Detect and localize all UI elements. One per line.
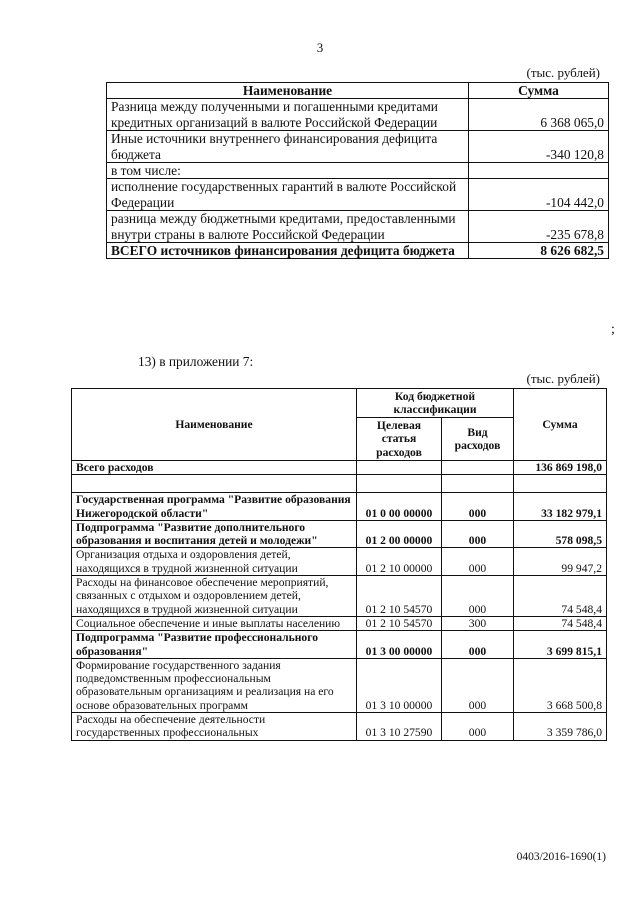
row-amount: 8 626 682,5	[469, 243, 609, 259]
header-code-group: Код бюджетной классификации	[357, 389, 514, 418]
row-amount: 3 359 786,0	[514, 713, 607, 741]
row-amount: -104 442,0	[469, 179, 609, 211]
row-type: 000	[442, 631, 514, 659]
header-amount: Сумма	[514, 389, 607, 461]
row-target	[357, 461, 442, 475]
expenses-table	[71, 388, 607, 741]
row-amount: 74 548,4	[514, 616, 607, 630]
row-amount	[514, 475, 607, 493]
row-name: Формирование государственного задания подведомственным профессиональным образовательным организациям и реализация на его основе образовательных программ	[72, 658, 357, 712]
row-name: ВСЕГО источников финансирования дефицита бюджета	[107, 243, 469, 259]
row-name: Разница между полученными и погашенными кредитами кредитных организаций в валюте Российской Федерации	[107, 99, 469, 131]
row-target: 01 2 10 00000	[357, 548, 442, 576]
row-amount: 74 548,4	[514, 576, 607, 617]
row-target: 01 2 10 54570	[357, 576, 442, 617]
header-amount: Сумма	[469, 83, 609, 99]
table1-unit: (тыс. рублей)	[526, 65, 600, 80]
row-amount: -235 678,8	[469, 211, 609, 243]
table-row	[72, 713, 607, 741]
sources-table	[106, 82, 609, 259]
row-target: 01 3 10 27590	[357, 713, 442, 741]
row-type: 000	[442, 548, 514, 576]
row-name: Расходы на обеспечение деятельности государственных профессиональных	[72, 713, 357, 741]
row-name: Организация отдыха и оздоровления детей, находящихся в трудной жизненной ситуации	[72, 548, 357, 576]
table-row-empty	[72, 475, 607, 493]
row-target: 01 0 00 00000	[357, 493, 442, 521]
table-row	[107, 131, 609, 163]
row-amount: 3 668 500,8	[514, 658, 607, 712]
row-name: Подпрограмма "Развитие дополнительного образования и воспитания детей и молодежи"	[72, 520, 357, 548]
table-row-total	[107, 243, 609, 259]
page-number: 3	[316, 40, 324, 55]
document-code: 0403/2016-1690(1)	[516, 851, 606, 863]
row-name: разница между бюджетными кредитами, предоставленными внутри страны в валюте Российской Федерации	[107, 211, 469, 243]
table-row	[107, 163, 609, 179]
item-13-heading: 13) в приложении 7:	[138, 354, 254, 369]
row-amount: -340 120,8	[469, 131, 609, 163]
row-amount: 99 947,2	[514, 548, 607, 576]
row-type: 300	[442, 616, 514, 630]
row-target	[357, 475, 442, 493]
row-type: 000	[442, 520, 514, 548]
table-row	[72, 461, 607, 475]
row-name: Иные источники внутреннего финансирования дефицита бюджета	[107, 131, 469, 163]
table2-unit: (тыс. рублей)	[526, 371, 600, 386]
table-row	[72, 493, 607, 521]
header-type: Вид расходов	[442, 418, 514, 461]
row-amount: 136 869 198,0	[514, 461, 607, 475]
row-name: Государственная программа "Развитие образования Нижегородской области"	[72, 493, 357, 521]
table-row	[107, 179, 609, 211]
table-row	[107, 99, 609, 131]
row-type: 000	[442, 658, 514, 712]
table-row	[107, 211, 609, 243]
table-row	[72, 658, 607, 712]
header-target: Целевая статья расходов	[357, 418, 442, 461]
table-row	[72, 631, 607, 659]
row-amount: 6 368 065,0	[469, 99, 609, 131]
table-row	[72, 520, 607, 548]
row-target: 01 3 00 00000	[357, 631, 442, 659]
row-type	[442, 461, 514, 475]
row-amount	[469, 163, 609, 179]
header-name: Наименование	[72, 389, 357, 461]
row-name	[72, 475, 357, 493]
row-type: 000	[442, 493, 514, 521]
row-name: Подпрограмма "Развитие профессионального образования"	[72, 631, 357, 659]
table-row	[72, 548, 607, 576]
row-amount: 3 699 815,1	[514, 631, 607, 659]
table-row	[72, 576, 607, 617]
row-name: Социальное обеспечение и иные выплаты населению	[72, 616, 357, 630]
row-amount: 578 098,5	[514, 520, 607, 548]
row-target: 01 3 10 00000	[357, 658, 442, 712]
row-name: в том числе:	[107, 163, 469, 179]
trailing-semicolon: ;	[611, 322, 615, 337]
row-name: исполнение государственных гарантий в валюте Российской Федерации	[107, 179, 469, 211]
row-type	[442, 475, 514, 493]
row-target: 01 2 00 00000	[357, 520, 442, 548]
row-name: Всего расходов	[72, 461, 357, 475]
row-target: 01 2 10 54570	[357, 616, 442, 630]
header-name: Наименование	[107, 83, 469, 99]
row-name: Расходы на финансовое обеспечение мероприятий, связанных с отдыхом и оздоровлением детей, находящихся в трудной жизненной ситуации	[72, 576, 357, 617]
row-type: 000	[442, 713, 514, 741]
row-type: 000	[442, 576, 514, 617]
table-row	[72, 616, 607, 630]
row-amount: 33 182 979,1	[514, 493, 607, 521]
